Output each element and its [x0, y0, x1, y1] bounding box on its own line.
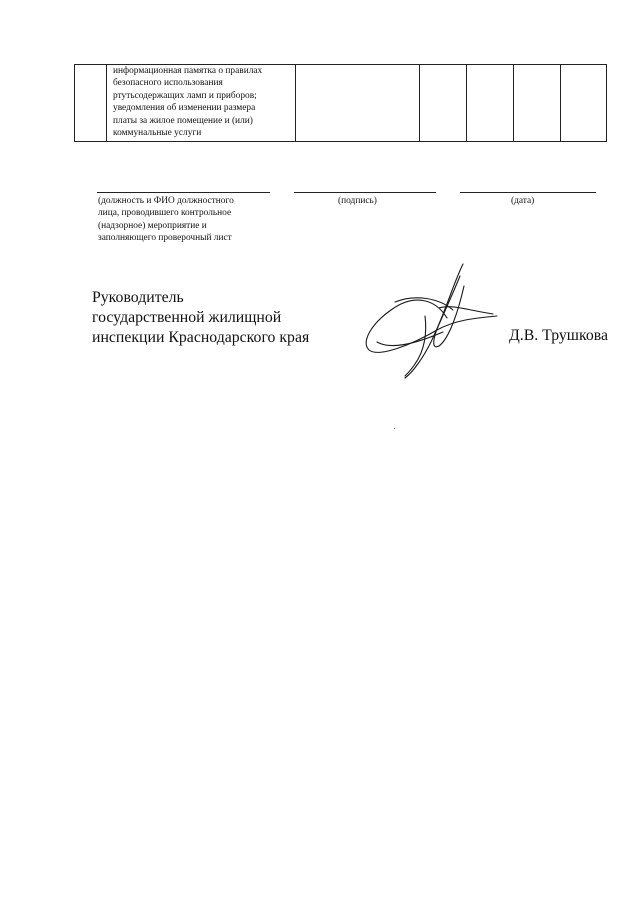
- caption-line: (должность и ФИО должностного: [98, 196, 234, 206]
- description-line: безопасного использования: [113, 78, 223, 89]
- signatory-name: Д.В. Трушкова: [509, 327, 608, 344]
- description-line: информационная памятка о правилах: [113, 66, 263, 76]
- head-title-line: государственной жилищной: [92, 309, 282, 326]
- date-line: [460, 192, 596, 193]
- caption-line: лица, проводившего контрольное: [98, 208, 232, 219]
- checklist-table-fragment: [74, 64, 607, 142]
- head-title-line: инспекции Краснодарского края: [92, 329, 310, 346]
- table-cell-empty: [514, 65, 561, 142]
- head-title-line: Руководитель: [92, 289, 184, 306]
- signature-caption: (подпись): [338, 196, 377, 206]
- table-cell-empty: [420, 65, 467, 142]
- caption-line: заполняющего проверочный лист: [98, 233, 232, 244]
- signature-line: [294, 192, 436, 193]
- date-caption: (дата): [511, 196, 535, 206]
- table-cell-description: [107, 65, 296, 142]
- description-line: ртутьсодержащих ламп и приборов;: [113, 90, 257, 101]
- table-row: [75, 65, 607, 142]
- description-line: коммунальные услуги: [113, 128, 202, 139]
- caption-line: (надзорное) мероприятие и: [98, 220, 207, 231]
- head-title: [92, 288, 309, 348]
- position-caption: [98, 195, 234, 245]
- scan-speck: [394, 428, 395, 429]
- table-cell-empty: [467, 65, 514, 142]
- table-cell-number: [75, 65, 107, 142]
- position-signature-line: [97, 192, 270, 193]
- description-line: платы за жилое помещение и (или): [113, 115, 253, 126]
- table-cell-empty: [296, 65, 420, 142]
- handwritten-signature-icon: [355, 258, 505, 388]
- table-cell-empty: [561, 65, 607, 142]
- description-line: уведомления об изменении размера: [113, 103, 256, 114]
